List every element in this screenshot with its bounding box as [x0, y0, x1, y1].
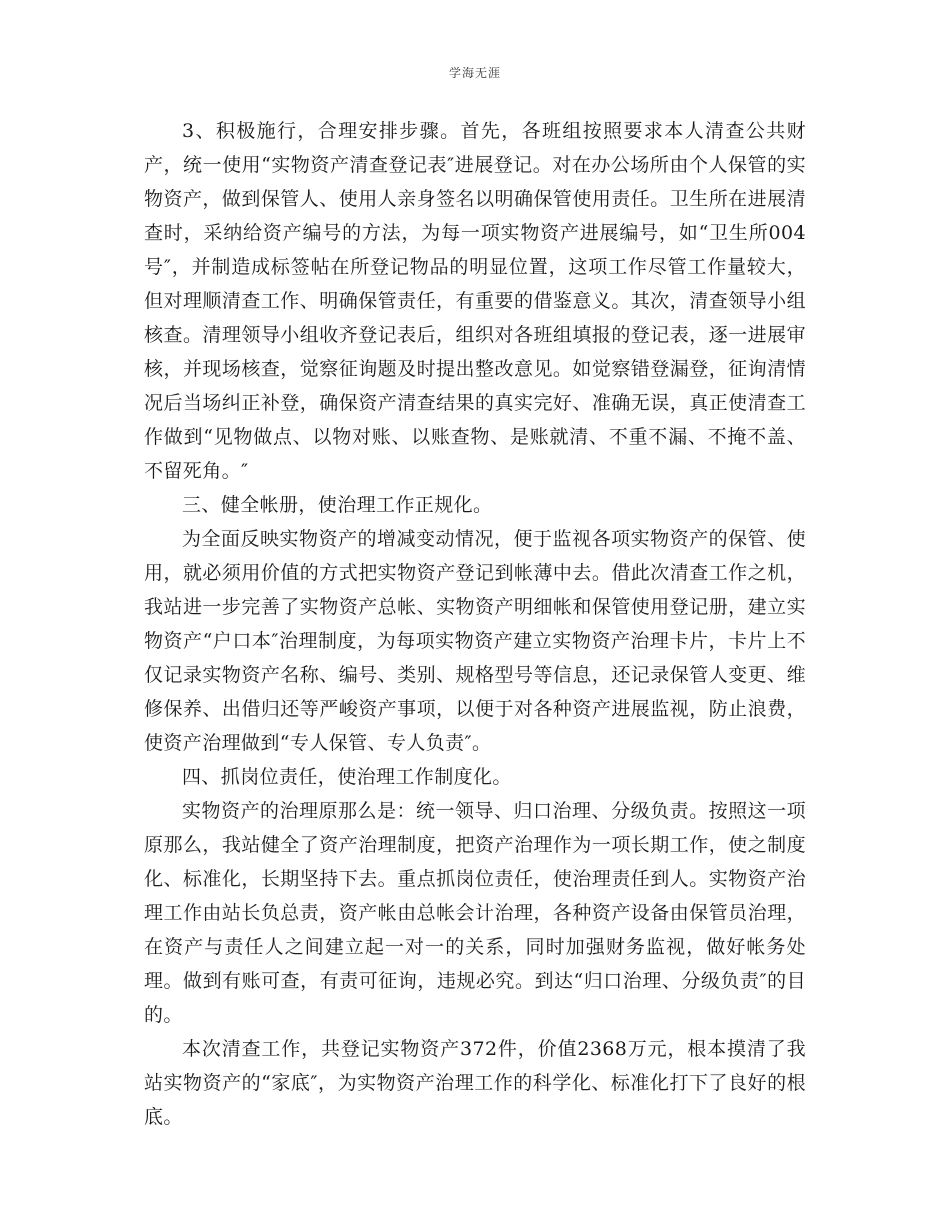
section-heading-ledger: 三、健全帐册，使治理工作正规化。: [182, 494, 493, 516]
paragraph-responsibility: 实物资产的治理原那么是：统一领导、归口治理、分级负责。按照这一项原那么，我站健全了资产治理制度，把资产治理作为一项长期工作，使之制度化、标准化，长期坚持下去。重点抓岗位责任，使治理责任到人。实物资产治理工作由站长负总责，资产帐由总帐会计治理，各种资产设备由保管员治理，在资产与责任人之间建立起一对一的关系，同时加强财务监视，做好帐务处理。做到有账可查，有责可征询，违规必究。到达“归口治理、分级负责″的目的。: [144, 800, 806, 1026]
page-header: 学海无涯: [448, 66, 501, 80]
paragraph-summary: 本次清查工作，共登记实物资产372件，价值2368万元，根本摸清了我站实物资产的“家底″，为实物资产治理工作的科学化、标准化打下了良好的根底。: [144, 1038, 806, 1128]
paragraph-ledger: 为全面反映实物资产的增减变动情况，便于监视各项实物资产的保管、使用，就必须用价值的方式把实物资产登记到帐薄中去。借此次清查工作之机，我站进一步完善了实物资产总帐、实物资产明细帐和保管使用登记册，建立实物资产“户口本″治理制度，为每项实物资产建立实物资产治理卡片，卡片上不仅记录实物资产名称、编号、类别、规格型号等信息，还记录保管人变更、维修保养、出借归还等严峻资产事项，以便于对各种资产进展监视，防止浪费，使资产治理做到“专人保管、专人负责″。: [144, 528, 806, 754]
section-heading-responsibility: 四、抓岗位责任，使治理工作制度化。: [182, 766, 512, 788]
paragraph-clearing-steps: 3、积极施行，合理安排步骤。首先，各班组按照要求本人清查公共财产，统一使用“实物资产清查登记表″进展登记。对在办公场所由个人保管的实物资产，做到保管人、使用人亲身签名以明确保管使用责任。卫生所在进展清查时，采纳给资产编号的方法，为每一项实物资产进展编号，如“卫生所004号″，并制造成标签帖在所登记物品的明显位置，这项工作尽管工作量较大，但对理顺清查工作、明确保管责任，有重要的借鉴意义。其次，清查领导小组核查。清理领导小组收齐登记表后，组织对各班组填报的登记表，逐一进展审核，并现场核查，觉察征询题及时提出整改意见。如觉察错登漏登，征询清情况后当场纠正补登，确保资产清查结果的真实完好、准确无误，真正使清查工作做到“见物做点、以物对账、以账查物、是账就清、不重不漏、不掩不盖、不留死角。″: [144, 120, 806, 482]
document-body: [144, 114, 806, 1134]
